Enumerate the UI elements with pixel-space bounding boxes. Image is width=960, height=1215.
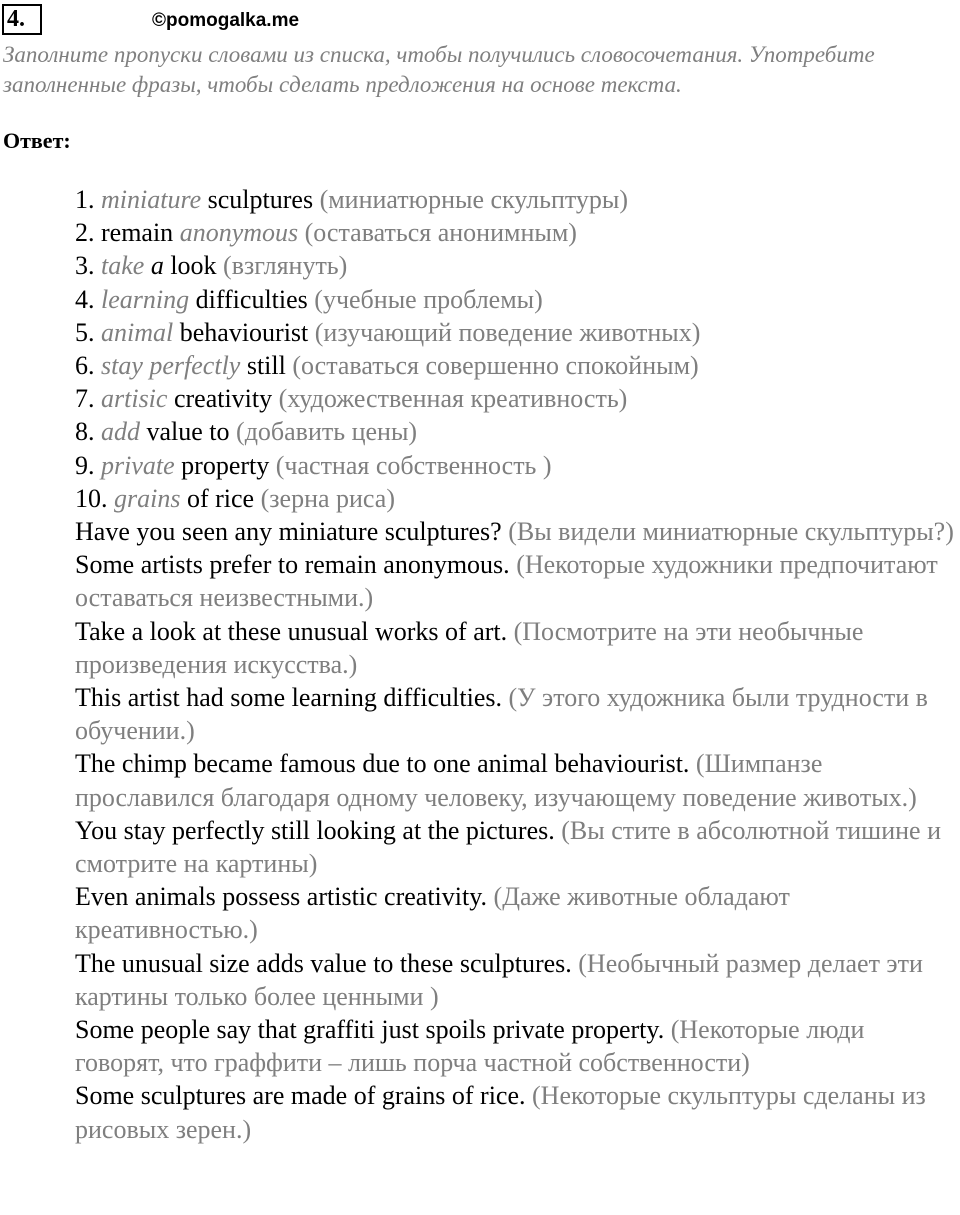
phrase-translation: (частная собственность ): [275, 450, 552, 480]
phrase-filled-word: anonymous: [179, 218, 299, 248]
phrase-given-word: property: [181, 450, 270, 480]
sentence-translation: (Необычный размер делает эти картины только более ценными ): [75, 948, 923, 1011]
example-sentence: [75, 1013, 959, 1079]
phrase-number: 5.: [75, 317, 95, 347]
phrase-given-word: look: [170, 251, 217, 281]
sentence-translation: (Некоторые скульптуры сделаны из рисовых зерен.): [75, 1081, 926, 1144]
phrase-number: 10.: [75, 483, 108, 513]
sentence-english: Have you seen any miniature sculptures?: [75, 517, 502, 546]
phrase-given-word: value to: [146, 417, 230, 447]
phrase-filled-word: animal: [101, 317, 174, 347]
example-sentence: [75, 880, 959, 946]
sentence-translation: (Вы видели миниатюрные скульптуры?): [508, 517, 954, 546]
phrase-item: [75, 482, 955, 515]
phrase-filled-word: stay perfectly: [101, 351, 241, 381]
site-watermark: ©pomogalka.me: [152, 10, 300, 31]
phrase-item: [75, 349, 955, 382]
phrase-number: 7.: [75, 384, 95, 414]
phrase-translation: (художественная креативность): [278, 384, 628, 414]
phrase-item: [75, 316, 955, 349]
phrase-item: [75, 283, 955, 316]
phrase-item: [75, 249, 955, 282]
phrase-translation: (взглянуть): [223, 251, 348, 281]
sentence-translation: (Даже животные обладают креативностью.): [75, 882, 790, 945]
phrase-item: [75, 183, 955, 216]
sentence-translation: (Шимпанзе прославился благодаря одному человеку, изучающему поведение животых.): [75, 749, 917, 812]
phrase-item: [75, 216, 955, 249]
phrase-number: 3.: [75, 251, 95, 281]
phrase-filled-word: take: [101, 251, 145, 281]
phrase-given-word: difficulties: [195, 284, 308, 314]
phrase-connector-word: a: [150, 251, 164, 281]
answer-label: Ответ:: [3, 128, 71, 153]
phrase-filled-word: learning: [101, 284, 190, 314]
sentence-translation: (Посмотрите на эти необычные произведения искусства.): [75, 616, 864, 679]
sentence-translation: (Некоторые художники предпочитают оставаться неизвестными.): [75, 550, 938, 613]
phrase-given-word: sculptures: [207, 185, 314, 214]
phrase-translation: (добавить цены): [236, 417, 418, 447]
page-header: [2, 4, 402, 34]
task-instructions: Заполните пропуски словами из списка, чтобы получились словосочетания. Употребите заполненные фразы, чтобы сделать предложения на основе текста.: [3, 42, 875, 97]
phrase-number: 8.: [75, 417, 95, 447]
phrase-translation: (оставаться анонимным): [304, 218, 577, 248]
sentence-english: You stay perfectly still looking at the pictures.: [75, 815, 555, 845]
example-sentence: [75, 947, 959, 1013]
sentence-english: Some sculptures are made of grains of rice.: [75, 1081, 526, 1111]
sentence-english: The unusual size adds value to these sculptures.: [75, 948, 572, 978]
phrase-number: 2.: [75, 218, 95, 248]
phrase-filled-word: private: [101, 450, 175, 480]
example-sentence: [75, 515, 959, 548]
sentence-translation: (Некоторые люди говорят, что граффити – лишь порча частной собственности): [75, 1015, 865, 1078]
sentence-english: Some people say that graffiti just spoils private property.: [75, 1015, 665, 1045]
phrase-item: [75, 449, 955, 482]
phrase-filled-word: grains: [114, 483, 181, 513]
phrase-number: 4.: [75, 284, 95, 314]
sentence-english: The chimp became famous due to one animal behaviourist.: [75, 749, 690, 779]
phrase-given-word: behaviourist: [179, 317, 309, 347]
phrase-translation: (оставаться совершенно спокойным): [292, 351, 699, 381]
sentence-english: This artist had some learning difficulties.: [75, 683, 502, 713]
phrase-number: 9.: [75, 450, 95, 480]
example-sentence: [75, 548, 959, 614]
sentence-list: [75, 515, 959, 1146]
phrase-translation: (зерна риса): [260, 483, 395, 513]
example-sentence: [75, 1079, 959, 1145]
phrase-filled-word: add: [101, 417, 140, 447]
phrase-translation: (миниатюрные скульптуры): [319, 185, 629, 214]
phrase-filled-word: miniature: [101, 185, 202, 214]
phrase-filled-word: artisic: [101, 384, 168, 414]
phrase-item: [75, 382, 955, 415]
phrase-given-word: of rice: [186, 483, 255, 513]
phrase-number: 6.: [75, 351, 95, 381]
example-sentence: [75, 747, 959, 813]
sentence-translation: (У этого художника были трудности в обучении.): [75, 683, 928, 746]
phrase-translation: (изучающий поведение животных): [314, 317, 701, 347]
phrase-given-word: still: [246, 351, 286, 381]
phrase-number: 1.: [75, 185, 95, 214]
phrase-given-word: creativity: [173, 384, 273, 414]
sentence-english: Some artists prefer to remain anonymous.: [75, 550, 510, 580]
sentence-translation: (Вы стите в абсолютной тишине и смотрите на картины): [75, 815, 941, 879]
sentence-english: Even animals possess artistic creativity.: [75, 882, 488, 912]
example-sentence: [75, 681, 959, 747]
phrase-list: [75, 183, 955, 515]
example-sentence: [75, 814, 959, 880]
phrase-given-word: remain: [101, 218, 174, 248]
example-sentence: [75, 615, 959, 681]
sentence-english: Take a look at these unusual works of art.: [75, 616, 508, 646]
phrase-item: [75, 415, 955, 448]
phrase-translation: (учебные проблемы): [314, 284, 543, 314]
task-number-box: 4.: [2, 4, 42, 35]
